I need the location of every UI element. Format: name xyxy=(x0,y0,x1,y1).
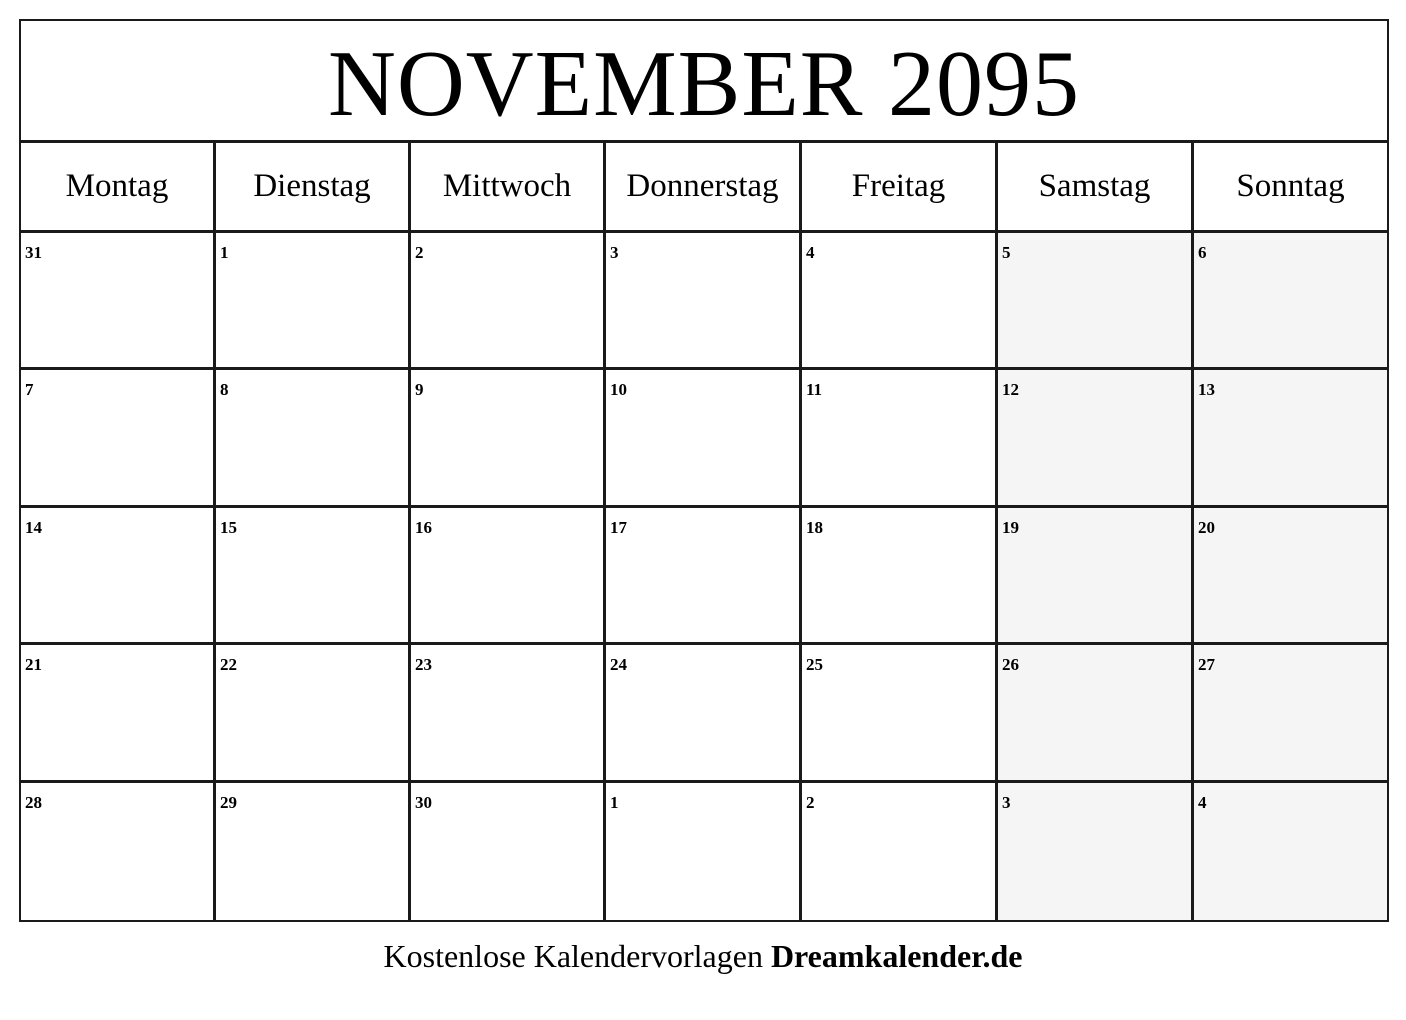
day-number: 29 xyxy=(220,792,237,812)
day-number: 25 xyxy=(806,655,823,675)
title-bar xyxy=(21,21,1387,143)
day-cell-weekend xyxy=(998,233,1194,370)
day-number: 10 xyxy=(610,380,627,400)
day-number: 17 xyxy=(610,517,627,537)
day-cell xyxy=(21,370,216,507)
day-cell xyxy=(802,508,998,645)
day-number: 11 xyxy=(806,380,823,400)
day-number: 4 xyxy=(806,243,815,262)
day-cell xyxy=(411,370,606,507)
calendar-grid xyxy=(21,143,1387,920)
day-cell xyxy=(411,645,606,782)
day-number: 8 xyxy=(220,380,229,400)
day-number: 12 xyxy=(1002,380,1019,400)
day-number: 13 xyxy=(1198,380,1215,400)
day-number: 16 xyxy=(415,517,432,537)
day-cell xyxy=(21,783,216,920)
day-number: 26 xyxy=(1002,655,1019,675)
weekday-header-thursday: Donnerstag xyxy=(606,143,802,233)
day-cell-weekend xyxy=(998,508,1194,645)
day-cell-weekend xyxy=(1194,645,1387,782)
day-cell xyxy=(411,783,606,920)
day-cell-weekend xyxy=(1194,233,1387,370)
day-number: 1 xyxy=(610,792,619,812)
day-cell xyxy=(606,645,802,782)
day-number: 21 xyxy=(25,655,42,675)
day-number: 9 xyxy=(415,380,424,400)
weekday-header-friday: Freitag xyxy=(802,143,998,233)
day-cell xyxy=(606,508,802,645)
day-number: 7 xyxy=(25,380,34,400)
day-cell xyxy=(802,370,998,507)
day-cell xyxy=(606,370,802,507)
day-cell xyxy=(411,508,606,645)
day-number: 2 xyxy=(415,243,424,262)
day-cell xyxy=(802,783,998,920)
day-cell-weekend xyxy=(1194,783,1387,920)
day-number: 6 xyxy=(1198,243,1207,262)
day-number: 3 xyxy=(1002,792,1011,812)
day-number: 1 xyxy=(220,243,229,262)
day-cell xyxy=(216,508,411,645)
day-cell xyxy=(21,508,216,645)
day-cell xyxy=(802,645,998,782)
day-cell xyxy=(802,233,998,370)
day-number: 4 xyxy=(1198,792,1207,812)
day-number: 31 xyxy=(25,243,42,262)
day-number: 22 xyxy=(220,655,237,675)
day-number: 27 xyxy=(1198,655,1215,675)
weekday-header-sunday: Sonntag xyxy=(1194,143,1387,233)
calendar-title: NOVEMBER 2095 xyxy=(328,31,1080,136)
day-cell xyxy=(411,233,606,370)
day-cell xyxy=(606,783,802,920)
weekday-header-saturday: Samstag xyxy=(998,143,1194,233)
day-number: 28 xyxy=(25,792,42,812)
day-cell xyxy=(216,233,411,370)
day-number: 19 xyxy=(1002,517,1019,537)
day-cell xyxy=(21,645,216,782)
weekday-header-wednesday: Mittwoch xyxy=(411,143,606,233)
day-cell xyxy=(606,233,802,370)
day-cell-weekend xyxy=(998,645,1194,782)
day-number: 23 xyxy=(415,655,432,675)
footer-text: Kostenlose Kalendervorlagen xyxy=(383,938,763,974)
weekday-header-monday: Montag xyxy=(21,143,216,233)
weekday-header-tuesday: Dienstag xyxy=(216,143,411,233)
day-cell-weekend xyxy=(998,370,1194,507)
day-number: 3 xyxy=(610,243,619,262)
day-number: 15 xyxy=(220,517,237,537)
footer xyxy=(0,938,1406,975)
day-number: 18 xyxy=(806,517,823,537)
day-number: 20 xyxy=(1198,517,1215,537)
day-cell xyxy=(216,370,411,507)
day-number: 2 xyxy=(806,792,815,812)
day-cell xyxy=(21,233,216,370)
footer-brand-link[interactable]: Dreamkalender.de xyxy=(770,938,1023,974)
day-cell-weekend xyxy=(998,783,1194,920)
day-cell xyxy=(216,645,411,782)
day-number: 24 xyxy=(610,655,627,675)
day-number: 5 xyxy=(1002,243,1011,262)
day-cell xyxy=(216,783,411,920)
day-number: 14 xyxy=(25,517,42,537)
day-number: 30 xyxy=(415,792,432,812)
day-cell-weekend xyxy=(1194,508,1387,645)
day-cell-weekend xyxy=(1194,370,1387,507)
calendar xyxy=(19,19,1389,922)
